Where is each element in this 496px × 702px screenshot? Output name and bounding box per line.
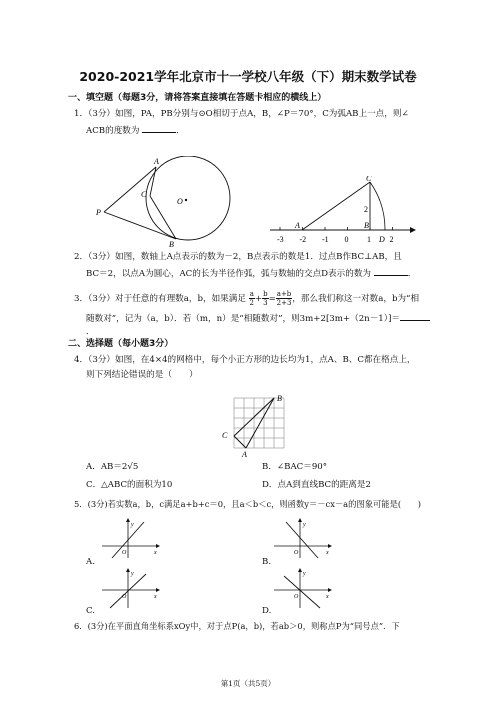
tangent-circle-figure [96,156,256,248]
svg-text:x: x [326,550,329,556]
label-b: B [277,394,282,403]
tick-label: 2 [389,235,394,244]
tangent-pa [104,167,156,212]
graph-d [272,568,332,610]
section-heading-fill-in: 一、填空题（每题3分，请将答案直接填在答题卡相应的横线上） [68,93,327,103]
tick-label: -3 [277,235,284,244]
graph-b [272,518,332,560]
answer-blank [400,311,430,321]
svg-text:y: y [303,522,306,528]
fraction-a-over-2: $\frac{a}{2}$ [249,290,255,307]
grid-figure [220,392,290,458]
label-o: O [177,197,183,206]
label-a: A [154,157,159,166]
answer-blank [142,123,176,133]
segment-ac [302,182,370,230]
question-3-line-1: 3．（3分）对于任意的有理数a，b，如果满足 $\frac{a}{2}$ + $\frac{b}{3}$ = $\frac{a+b}{2+3}$ ，那么我们称这一对数a，b为“相 [74,290,420,307]
arc-cd [370,182,385,230]
question-5-line-1: 5．(3分)若实数a，b，c满足a+b+c＝0，且a＜b＜c，则函数y＝－cx－a的图象可能是( ) [74,499,421,509]
q4-option-b[interactable]: B．∠BAC＝90° [262,462,328,472]
question-4-line-2: 则下列结论错误的是（ ） [86,370,198,380]
label-b: B [169,240,174,248]
label-a: A [242,450,247,458]
tangent-pb [104,212,176,239]
question-2-line-2: BC＝2，以点A为圆心，AC的长为半径作弧，弧与数轴的交点D表示的数为 ． [86,266,436,281]
svg-text:O: O [294,550,299,556]
q4-option-d[interactable]: D．点A到直线BC的距离是2 [262,480,371,490]
answer-blank [374,266,408,276]
q5-option-b[interactable]: B. [262,557,272,567]
label-d: D [379,235,385,244]
label-b: B [364,221,369,230]
graph-c [100,568,160,610]
q5-option-a[interactable]: A. [86,557,95,567]
page-footer: 第1页（共5页） [220,679,276,688]
grid-lines [234,398,284,448]
axis-arrow [410,227,416,233]
svg-text:x: x [154,550,157,556]
center-dot [185,199,187,201]
tick-label: -2 [299,235,307,244]
question-1-line-1: 1．（3分）如图，PA，PB分别与⊙O相切于点A，B，∠P＝70°，C为弧AB上一点，则∠ [74,109,409,119]
tick-label: 0 [344,235,349,244]
svg-text:x: x [326,594,329,600]
graph-a [100,518,160,560]
svg-text:y: y [131,522,134,528]
tick-label: -1 [322,235,329,244]
label-length: 2 [364,205,368,214]
label-p: P [96,208,101,217]
question-2-line-1: 2．（3分）如图，数轴上A点表示的数为－2，B点表示的数是1．过点B作BC⊥AB，且 [74,252,402,262]
section-heading-choice: 二、选择题（每小题3分） [68,339,174,349]
svg-text:O: O [122,594,127,600]
question-1-line-2: ACB的度数为 ． [86,123,436,138]
q5-option-c[interactable]: C. [86,606,96,616]
fraction-sum: $\frac{a+b}{2+3}$ [276,290,292,307]
circle-o [146,156,230,240]
question-6-line-1: 6．(3分)在平面直角坐标系xOy中，对于点P(a，b)，若ab＞0，则称点P为“同号点”．下 [74,621,400,631]
label-c: C [366,176,372,183]
svg-text:O: O [294,594,299,600]
question-4-line-1: 4．（3分）如图，在4×4的网格中，每个小正方形的边长均为1，点A、B、C都在格点上， [74,355,416,365]
svg-text:x: x [154,594,157,600]
graph-b-line [286,522,318,558]
svg-text:y: y [131,571,134,577]
label-c: C [141,190,147,199]
svg-text:O: O [122,550,127,556]
label-a: A [295,221,300,230]
number-line-figure [268,176,418,248]
label-c: C [222,431,228,440]
q4-option-c[interactable]: C．△ABC的面积为10 [86,480,173,490]
chord-cb [150,196,176,239]
segment-ab [246,398,274,448]
tick-label: 1 [367,235,371,244]
q4-option-a[interactable]: A．AB＝2√5 [86,462,139,472]
fraction-b-over-3: $\frac{b}{3}$ [263,290,268,307]
question-3-line-2: 随数对”，记为（a，b）．若（m，n）是“相随数对”，则3m+2[3m+（2n－1）]＝． [86,311,436,339]
question-1-text: ACB的度数为 [86,126,140,136]
q5-option-d[interactable]: D. [262,606,272,616]
svg-text:y: y [303,571,306,577]
page-title: 2020-2021学年北京市十一学校八年级（下）期末数学试卷 [79,69,417,84]
graph-d-line [284,576,320,608]
